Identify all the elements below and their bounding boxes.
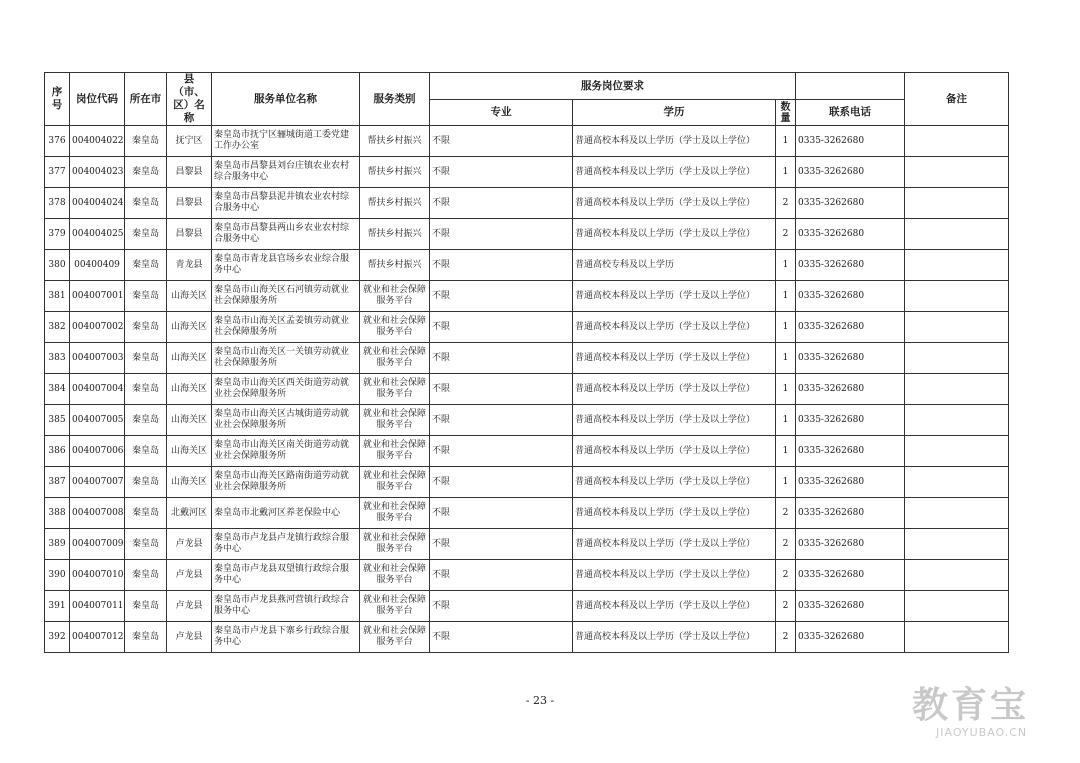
cell-county: 山海关区 <box>167 467 212 498</box>
cell-remark <box>905 467 1009 498</box>
cell-education: 普通高校本科及以上学历（学士及以上学位） <box>573 622 776 653</box>
cell-unit: 秦皇岛市山海关区古城街道劳动就业社会保障服务所 <box>212 405 360 436</box>
cell-major: 不限 <box>430 281 573 312</box>
cell-remark <box>905 157 1009 188</box>
cell-education: 普通高校本科及以上学历（学士及以上学位） <box>573 281 776 312</box>
cell-code: 004007007 <box>70 467 125 498</box>
cell-code: 004007002 <box>70 312 125 343</box>
cell-code: 00400409 <box>70 250 125 281</box>
cell-count: 1 <box>776 374 796 405</box>
cell-code: 004007012 <box>70 622 125 653</box>
cell-major: 不限 <box>430 529 573 560</box>
cell-remark <box>905 498 1009 529</box>
cell-city: 秦皇岛 <box>125 281 167 312</box>
cell-code: 004004024 <box>70 188 125 219</box>
cell-count: 1 <box>776 126 796 157</box>
cell-city: 秦皇岛 <box>125 591 167 622</box>
cell-phone: 0335-3262680 <box>796 622 905 653</box>
cell-seq: 384 <box>45 374 70 405</box>
cell-code: 004007008 <box>70 498 125 529</box>
cell-code: 004004023 <box>70 157 125 188</box>
cell-major: 不限 <box>430 622 573 653</box>
cell-code: 004007004 <box>70 374 125 405</box>
cell-remark <box>905 188 1009 219</box>
cell-phone: 0335-3262680 <box>796 250 905 281</box>
cell-remark <box>905 312 1009 343</box>
cell-city: 秦皇岛 <box>125 219 167 250</box>
cell-county: 山海关区 <box>167 405 212 436</box>
cell-remark <box>905 126 1009 157</box>
cell-county: 卢龙县 <box>167 529 212 560</box>
cell-phone: 0335-3262680 <box>796 188 905 219</box>
cell-unit: 秦皇岛市卢龙县双望镇行政综合服务中心 <box>212 560 360 591</box>
cell-major: 不限 <box>430 374 573 405</box>
cell-major: 不限 <box>430 157 573 188</box>
cell-major: 不限 <box>430 343 573 374</box>
table-row <box>45 498 1009 529</box>
cell-code: 004007010 <box>70 560 125 591</box>
cell-city: 秦皇岛 <box>125 250 167 281</box>
cell-count: 2 <box>776 219 796 250</box>
cell-county: 山海关区 <box>167 343 212 374</box>
cell-category: 帮扶乡村振兴 <box>360 250 430 281</box>
cell-major: 不限 <box>430 126 573 157</box>
cell-category: 帮扶乡村振兴 <box>360 157 430 188</box>
table-row <box>45 591 1009 622</box>
table-row <box>45 312 1009 343</box>
cell-phone: 0335-3262680 <box>796 529 905 560</box>
cell-count: 1 <box>776 312 796 343</box>
table-row <box>45 374 1009 405</box>
cell-seq: 385 <box>45 405 70 436</box>
cell-category: 就业和社会保障服务平台 <box>360 560 430 591</box>
cell-code: 004004025 <box>70 219 125 250</box>
header-remark: 备注 <box>905 73 1009 126</box>
cell-code: 004007001 <box>70 281 125 312</box>
cell-category: 就业和社会保障服务平台 <box>360 436 430 467</box>
watermark-logo-text: 教育宝 <box>912 685 1030 726</box>
cell-unit: 秦皇岛市山海关区南关街道劳动就业社会保障服务所 <box>212 436 360 467</box>
table-row <box>45 622 1009 653</box>
cell-remark <box>905 281 1009 312</box>
cell-education: 普通高校本科及以上学历（学士及以上学位） <box>573 560 776 591</box>
table-row <box>45 250 1009 281</box>
table-header-row <box>45 73 1009 100</box>
cell-seq: 377 <box>45 157 70 188</box>
cell-city: 秦皇岛 <box>125 374 167 405</box>
cell-count: 1 <box>776 281 796 312</box>
cell-category: 就业和社会保障服务平台 <box>360 405 430 436</box>
cell-phone: 0335-3262680 <box>796 405 905 436</box>
cell-category: 帮扶乡村振兴 <box>360 188 430 219</box>
cell-city: 秦皇岛 <box>125 343 167 374</box>
cell-city: 秦皇岛 <box>125 436 167 467</box>
cell-education: 普通高校本科及以上学历（学士及以上学位） <box>573 312 776 343</box>
cell-seq: 376 <box>45 126 70 157</box>
cell-phone: 0335-3262680 <box>796 498 905 529</box>
watermark-logo <box>912 686 1062 742</box>
cell-major: 不限 <box>430 405 573 436</box>
cell-county: 卢龙县 <box>167 622 212 653</box>
header-unit: 服务单位名称 <box>212 73 360 126</box>
cell-remark <box>905 436 1009 467</box>
cell-code: 004007009 <box>70 529 125 560</box>
cell-education: 普通高校本科及以上学历（学士及以上学位） <box>573 343 776 374</box>
cell-seq: 383 <box>45 343 70 374</box>
cell-unit: 秦皇岛市昌黎县刘台庄镇农业农村综合服务中心 <box>212 157 360 188</box>
cell-seq: 392 <box>45 622 70 653</box>
cell-unit: 秦皇岛市山海关区石河镇劳动就业社会保障服务所 <box>212 281 360 312</box>
cell-education: 普通高校本科及以上学历（学士及以上学位） <box>573 126 776 157</box>
cell-major: 不限 <box>430 591 573 622</box>
cell-seq: 380 <box>45 250 70 281</box>
cell-county: 北戴河区 <box>167 498 212 529</box>
header-phone-top <box>796 73 905 100</box>
page-number: - 23 - <box>525 694 555 707</box>
table-row <box>45 467 1009 498</box>
cell-count: 2 <box>776 560 796 591</box>
cell-count: 2 <box>776 622 796 653</box>
cell-phone: 0335-3262680 <box>796 157 905 188</box>
cell-major: 不限 <box>430 312 573 343</box>
cell-seq: 387 <box>45 467 70 498</box>
cell-education: 普通高校本科及以上学历（学士及以上学位） <box>573 219 776 250</box>
cell-major: 不限 <box>430 436 573 467</box>
cell-unit: 秦皇岛市昌黎县泥井镇农业农村综合服务中心 <box>212 188 360 219</box>
cell-phone: 0335-3262680 <box>796 343 905 374</box>
cell-major: 不限 <box>430 560 573 591</box>
cell-unit: 秦皇岛市卢龙县燕河营镇行政综合服务中心 <box>212 591 360 622</box>
cell-city: 秦皇岛 <box>125 498 167 529</box>
table-row <box>45 436 1009 467</box>
cell-seq: 379 <box>45 219 70 250</box>
cell-city: 秦皇岛 <box>125 405 167 436</box>
cell-seq: 391 <box>45 591 70 622</box>
cell-county: 山海关区 <box>167 312 212 343</box>
table-row <box>45 157 1009 188</box>
cell-unit: 秦皇岛市青龙县官场乡农业综合服务中心 <box>212 250 360 281</box>
table-row <box>45 219 1009 250</box>
cell-category: 帮扶乡村振兴 <box>360 126 430 157</box>
cell-unit: 秦皇岛市昌黎县两山乡农业农村综合服务中心 <box>212 219 360 250</box>
cell-phone: 0335-3262680 <box>796 312 905 343</box>
cell-unit: 秦皇岛市山海关区一关镇劳动就业社会保障服务所 <box>212 343 360 374</box>
cell-county: 昌黎县 <box>167 157 212 188</box>
table-row <box>45 529 1009 560</box>
cell-count: 1 <box>776 157 796 188</box>
cell-remark <box>905 343 1009 374</box>
position-table <box>44 72 1009 653</box>
header-requirements: 服务岗位要求 <box>430 73 796 100</box>
cell-code: 004007006 <box>70 436 125 467</box>
cell-category: 就业和社会保障服务平台 <box>360 312 430 343</box>
cell-county: 抚宁区 <box>167 126 212 157</box>
cell-education: 普通高校本科及以上学历（学士及以上学位） <box>573 591 776 622</box>
cell-major: 不限 <box>430 188 573 219</box>
cell-major: 不限 <box>430 498 573 529</box>
table-row <box>45 281 1009 312</box>
cell-seq: 386 <box>45 436 70 467</box>
cell-seq: 382 <box>45 312 70 343</box>
cell-category: 就业和社会保障服务平台 <box>360 622 430 653</box>
cell-unit: 秦皇岛市卢龙县下寨乡行政综合服务中心 <box>212 622 360 653</box>
cell-city: 秦皇岛 <box>125 126 167 157</box>
cell-remark <box>905 529 1009 560</box>
cell-city: 秦皇岛 <box>125 622 167 653</box>
cell-unit: 秦皇岛市北戴河区养老保险中心 <box>212 498 360 529</box>
header-count: 数量 <box>776 100 796 126</box>
header-phone: 联系电话 <box>796 100 905 126</box>
cell-code: 004007005 <box>70 405 125 436</box>
cell-education: 普通高校本科及以上学历（学士及以上学位） <box>573 405 776 436</box>
header-education: 学历 <box>573 100 776 126</box>
table-row <box>45 560 1009 591</box>
cell-count: 2 <box>776 591 796 622</box>
cell-count: 2 <box>776 529 796 560</box>
table-row <box>45 343 1009 374</box>
cell-seq: 381 <box>45 281 70 312</box>
cell-city: 秦皇岛 <box>125 560 167 591</box>
cell-seq: 388 <box>45 498 70 529</box>
cell-category: 就业和社会保障服务平台 <box>360 529 430 560</box>
cell-count: 1 <box>776 250 796 281</box>
cell-phone: 0335-3262680 <box>796 281 905 312</box>
cell-unit: 秦皇岛市抚宁区骊城街道工委党建工作办公室 <box>212 126 360 157</box>
cell-count: 1 <box>776 343 796 374</box>
cell-count: 2 <box>776 188 796 219</box>
cell-education: 普通高校本科及以上学历（学士及以上学位） <box>573 188 776 219</box>
cell-unit: 秦皇岛市卢龙县卢龙镇行政综合服务中心 <box>212 529 360 560</box>
cell-remark <box>905 560 1009 591</box>
cell-county: 昌黎县 <box>167 219 212 250</box>
cell-major: 不限 <box>430 250 573 281</box>
cell-seq: 390 <box>45 560 70 591</box>
cell-education: 普通高校本科及以上学历（学士及以上学位） <box>573 467 776 498</box>
cell-phone: 0335-3262680 <box>796 591 905 622</box>
cell-city: 秦皇岛 <box>125 312 167 343</box>
cell-city: 秦皇岛 <box>125 157 167 188</box>
cell-education: 普通高校专科及以上学历 <box>573 250 776 281</box>
cell-county: 青龙县 <box>167 250 212 281</box>
cell-category: 帮扶乡村振兴 <box>360 219 430 250</box>
cell-phone: 0335-3262680 <box>796 560 905 591</box>
cell-county: 卢龙县 <box>167 591 212 622</box>
header-city: 所在市 <box>125 73 167 126</box>
cell-education: 普通高校本科及以上学历（学士及以上学位） <box>573 529 776 560</box>
cell-county: 卢龙县 <box>167 560 212 591</box>
cell-category: 就业和社会保障服务平台 <box>360 467 430 498</box>
cell-unit: 秦皇岛市山海关区孟姜镇劳动就业社会保障服务所 <box>212 312 360 343</box>
cell-phone: 0335-3262680 <box>796 436 905 467</box>
cell-education: 普通高校本科及以上学历（学士及以上学位） <box>573 436 776 467</box>
cell-phone: 0335-3262680 <box>796 374 905 405</box>
cell-count: 2 <box>776 498 796 529</box>
cell-major: 不限 <box>430 219 573 250</box>
cell-city: 秦皇岛 <box>125 188 167 219</box>
header-major: 专业 <box>430 100 573 126</box>
cell-unit: 秦皇岛市山海关区路南街道劳动就业社会保障服务所 <box>212 467 360 498</box>
cell-category: 就业和社会保障服务平台 <box>360 374 430 405</box>
cell-code: 004007003 <box>70 343 125 374</box>
cell-phone: 0335-3262680 <box>796 467 905 498</box>
cell-education: 普通高校本科及以上学历（学士及以上学位） <box>573 498 776 529</box>
cell-code: 004007011 <box>70 591 125 622</box>
table-row <box>45 405 1009 436</box>
cell-category: 就业和社会保障服务平台 <box>360 498 430 529</box>
cell-code: 004004022 <box>70 126 125 157</box>
cell-remark <box>905 250 1009 281</box>
cell-count: 1 <box>776 405 796 436</box>
cell-count: 1 <box>776 436 796 467</box>
cell-county: 山海关区 <box>167 436 212 467</box>
cell-category: 就业和社会保障服务平台 <box>360 591 430 622</box>
cell-phone: 0335-3262680 <box>796 219 905 250</box>
cell-education: 普通高校本科及以上学历（学士及以上学位） <box>573 157 776 188</box>
cell-county: 山海关区 <box>167 281 212 312</box>
cell-category: 就业和社会保障服务平台 <box>360 281 430 312</box>
cell-remark <box>905 622 1009 653</box>
cell-county: 昌黎县 <box>167 188 212 219</box>
cell-education: 普通高校本科及以上学历（学士及以上学位） <box>573 374 776 405</box>
cell-remark <box>905 219 1009 250</box>
header-category: 服务类别 <box>360 73 430 126</box>
cell-remark <box>905 374 1009 405</box>
cell-city: 秦皇岛 <box>125 529 167 560</box>
cell-unit: 秦皇岛市山海关区西关街道劳动就业社会保障服务所 <box>212 374 360 405</box>
cell-category: 就业和社会保障服务平台 <box>360 343 430 374</box>
table-body <box>45 126 1009 653</box>
cell-count: 1 <box>776 467 796 498</box>
header-code: 岗位代码 <box>70 73 125 126</box>
cell-county: 山海关区 <box>167 374 212 405</box>
header-seq: 序号 <box>45 73 70 126</box>
cell-seq: 378 <box>45 188 70 219</box>
cell-phone: 0335-3262680 <box>796 126 905 157</box>
cell-remark <box>905 591 1009 622</box>
cell-remark <box>905 405 1009 436</box>
cell-seq: 389 <box>45 529 70 560</box>
table-row <box>45 126 1009 157</box>
header-county: 县（市、区）名称 <box>167 73 212 126</box>
table-row <box>45 188 1009 219</box>
watermark-url: JIAOYUBAO.CN <box>936 726 1028 739</box>
cell-city: 秦皇岛 <box>125 467 167 498</box>
cell-major: 不限 <box>430 467 573 498</box>
